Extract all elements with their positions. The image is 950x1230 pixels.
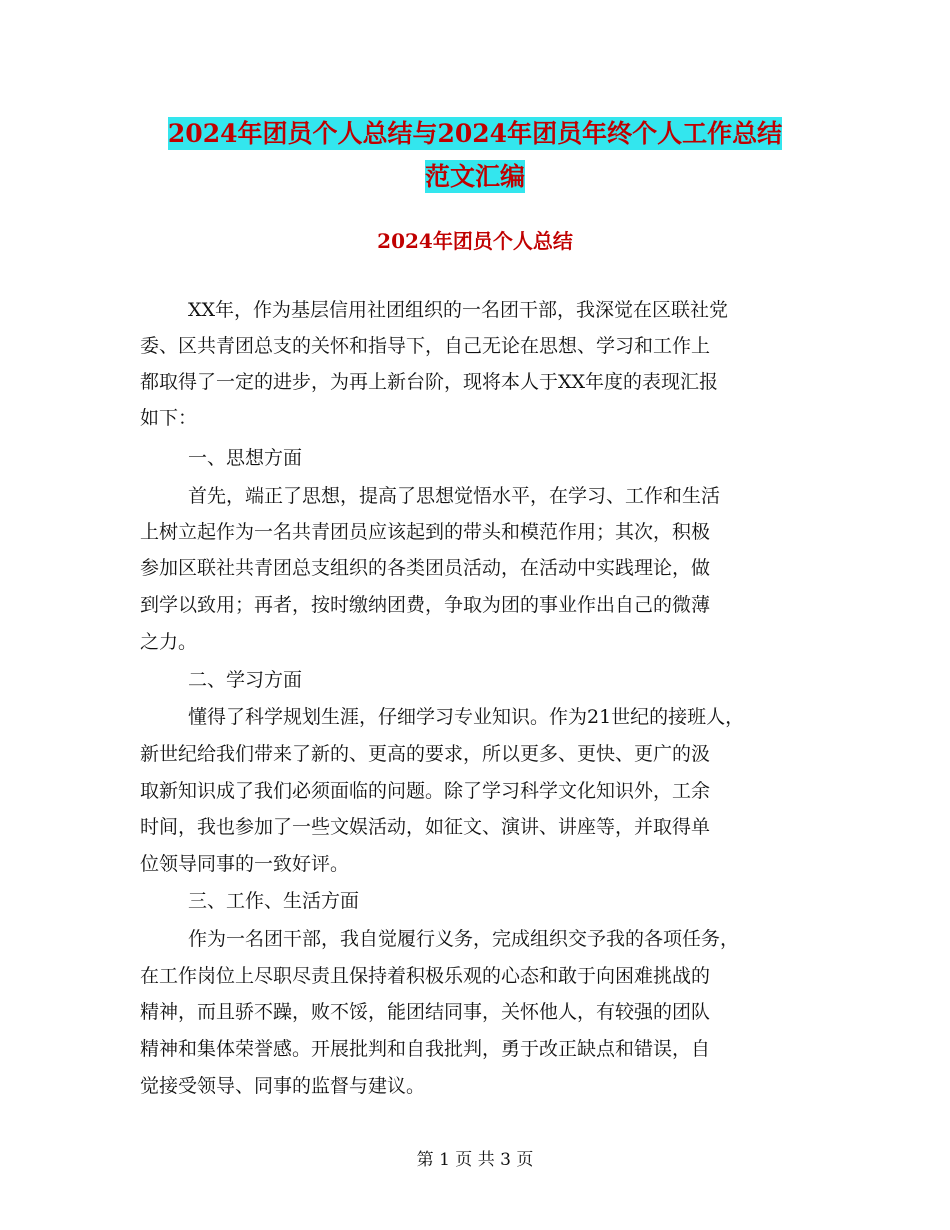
paragraph-line: 位领导同事的一致好评。 [140,853,350,875]
paragraph-line: 上树立起作为一名共青团员应该起到的带头和模范作用；其次，积极 [140,521,711,543]
paragraph-line: 觉接受领导、同事的监督与建议。 [140,1075,426,1097]
paragraph-line: 之力。 [140,631,198,653]
paragraph-line: 首先，端正了思想，提高了思想觉悟水平，在学习、工作和生活 [188,485,721,507]
paragraph-line: 参加区联社共青团总支组织的各类团员活动，在活动中实践理论，做 [140,557,711,579]
paragraph-line: 取新知识成了我们必须面临的问题。除了学习科学文化知识外，工余 [140,780,711,802]
page-number-footer: 第 1 页 共 3 页 [416,1150,534,1170]
paragraph-line: 精神，而且骄不躁，败不馁，能团结同事，关怀他人，有较强的团队 [140,1001,711,1023]
paragraph-line: 作为一名团干部，我自觉履行义务，完成组织交予我的各项任务， [188,928,740,950]
paragraph-line: 精神和集体荣誉感。开展批判和自我批判，勇于改正缺点和错误，自 [140,1038,711,1060]
section-title: 2024年团员个人总结 [377,229,573,253]
document-title-text-2: 范文汇编 [424,162,525,191]
section-heading-study: 二、学习方面 [188,669,303,691]
paragraph-line: 如下： [140,407,198,429]
paragraph-line: 新世纪给我们带来了新的、更高的要求，所以更多、更快、更广的汲 [140,743,711,765]
paragraph-line: 委、区共青团总支的关怀和指导下，自己无论在思想、学习和工作上 [140,335,711,357]
document-title-text-1: 2024年团员个人总结与2024年团员年终个人工作总结 [167,119,783,148]
document-title-line-1 [0,114,950,150]
paragraph-line: 都取得了一定的进步，为再上新台阶，现将本人于XX年度的表现汇报 [140,371,719,393]
paragraph-line: 时间，我也参加了一些文娱活动，如征文、演讲、讲座等，并取得单 [140,816,711,838]
paragraph-line: XX年，作为基层信用社团组织的一名团干部，我深觉在区联社党 [188,299,729,321]
document-title-line-2 [0,157,950,193]
paragraph-line: 到学以致用；再者，按时缴纳团费，争取为团的事业作出自己的微薄 [140,594,711,616]
section-heading-work-life: 三、工作、生活方面 [188,890,360,912]
paragraph-line: 在工作岗位上尽职尽责且保持着积极乐观的心态和敢于向困难挑战的 [140,965,711,987]
section-heading-thought: 一、思想方面 [188,447,303,469]
paragraph-line: 懂得了科学规划生涯，仔细学习专业知识。作为21世纪的接班人， [188,706,745,728]
